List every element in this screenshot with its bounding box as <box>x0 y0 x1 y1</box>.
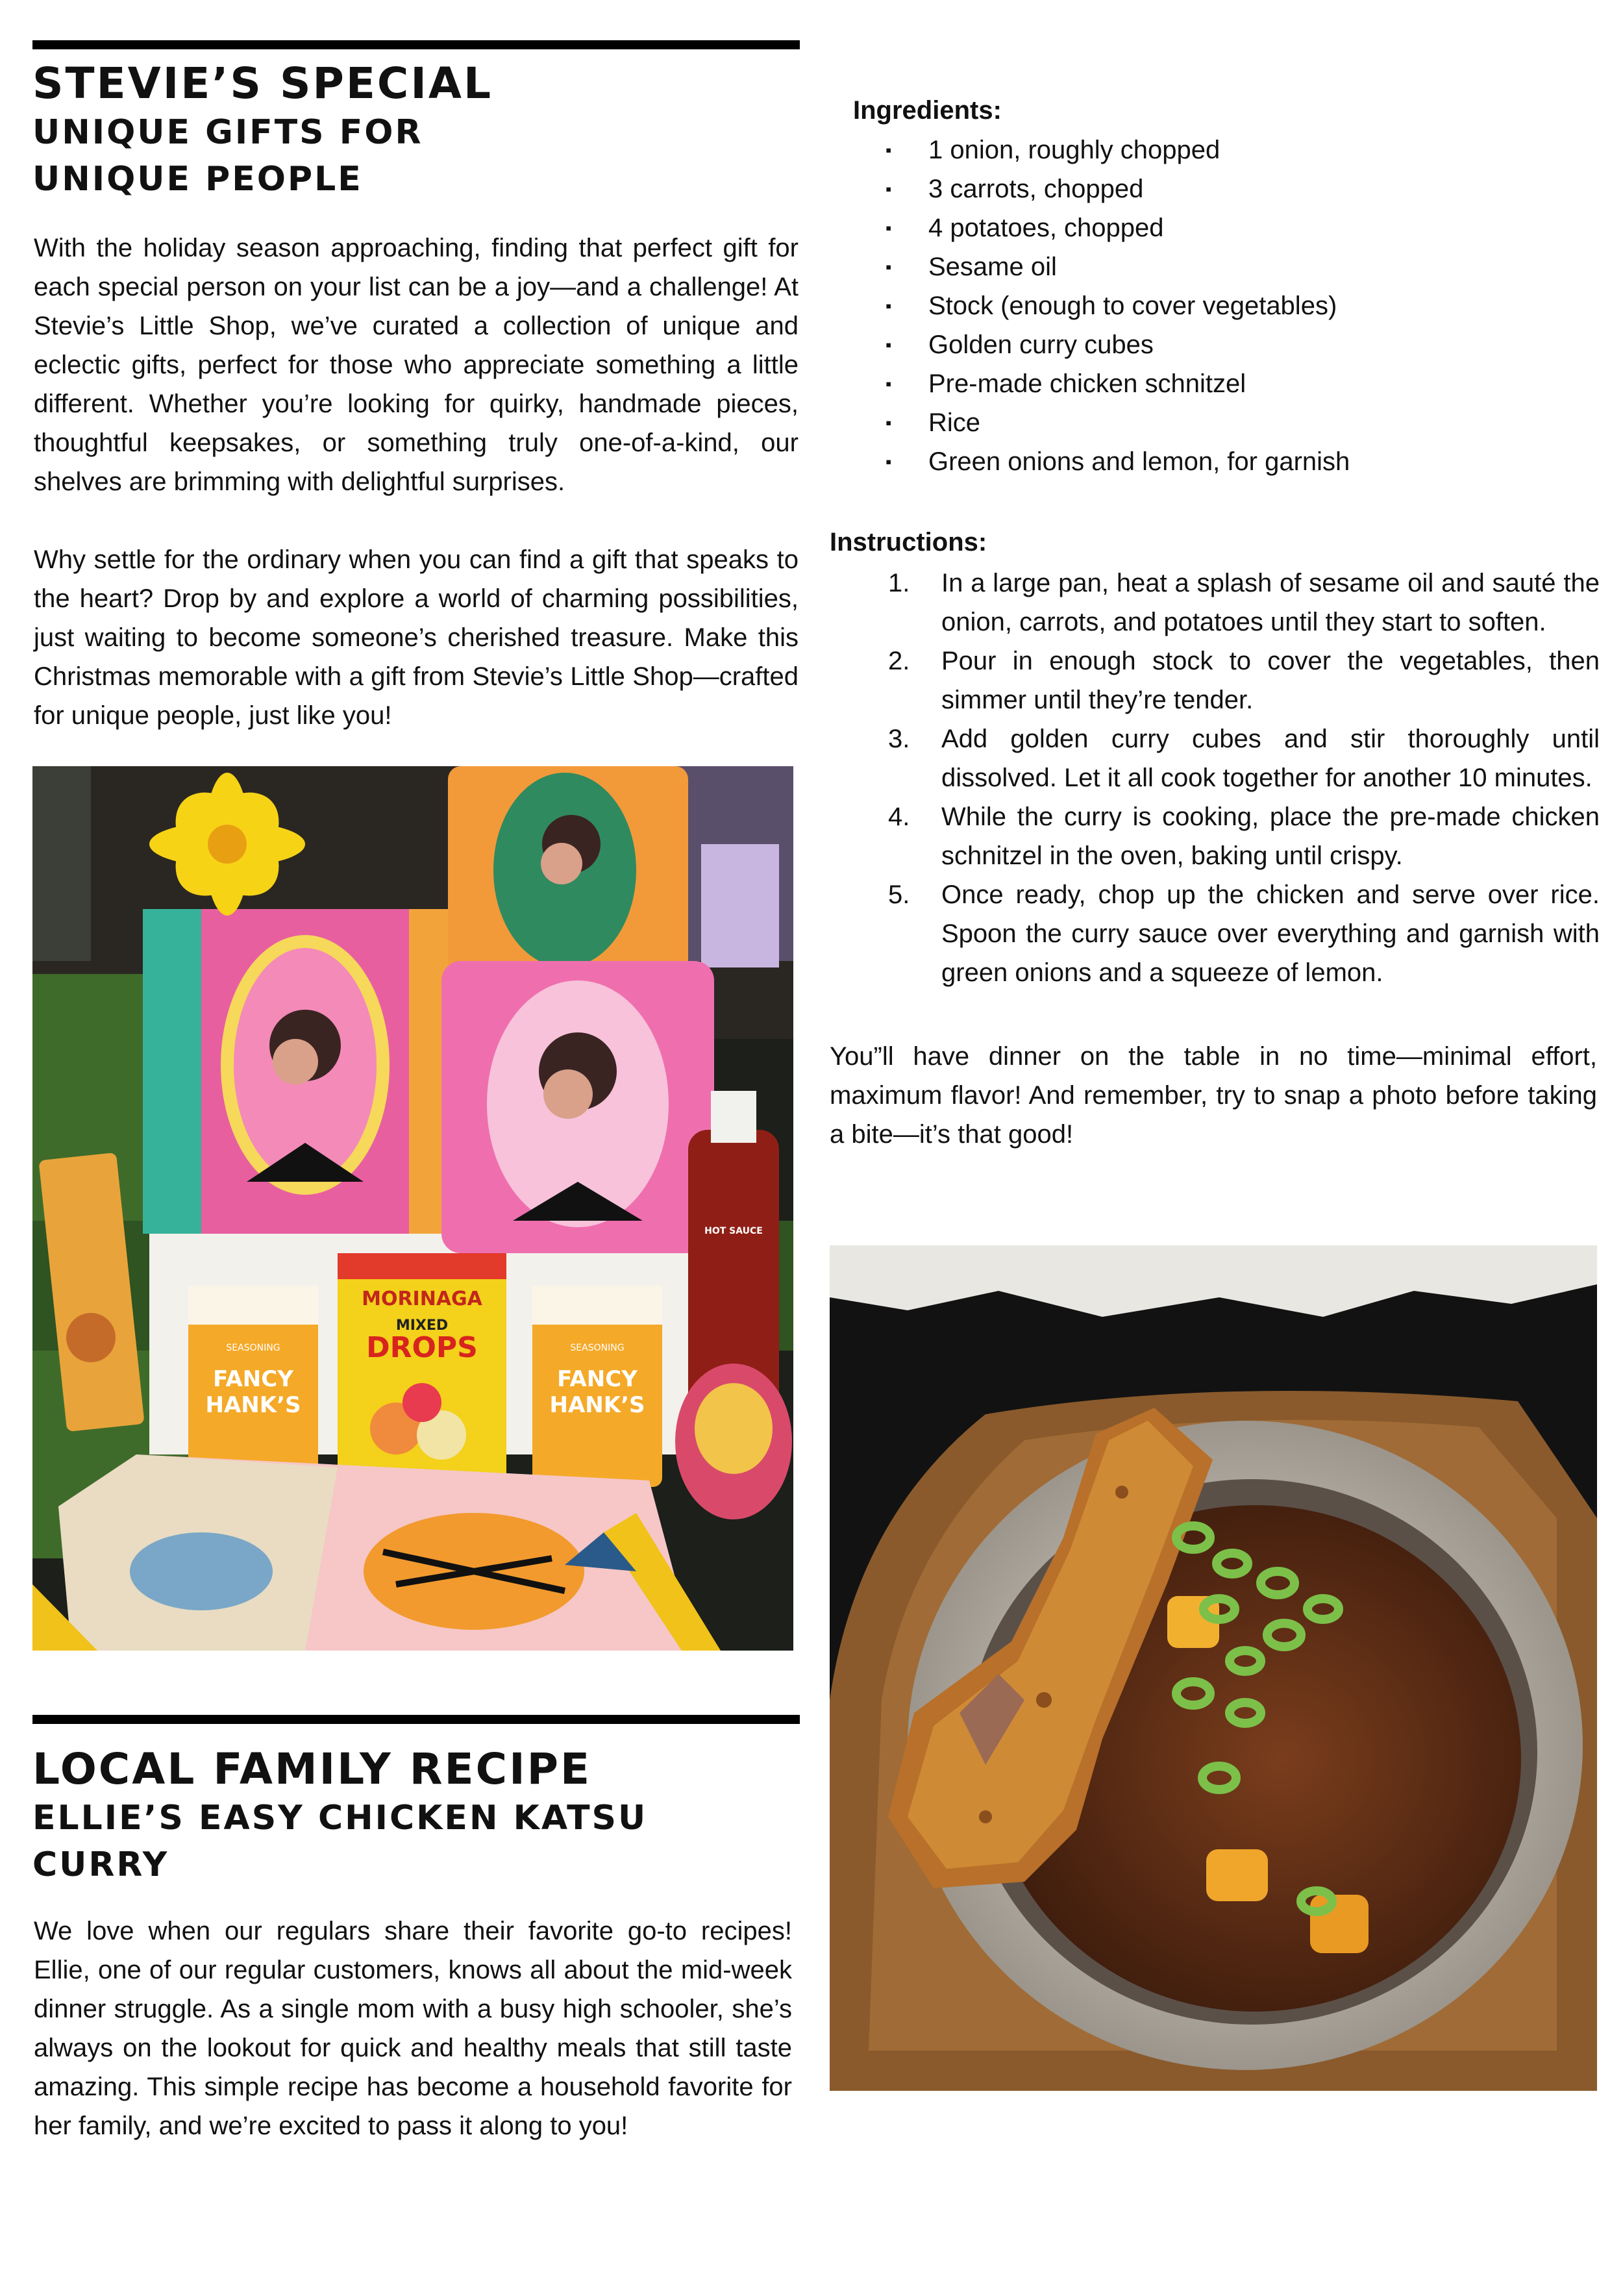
instruction-step <box>888 564 1600 642</box>
instruction-step <box>888 797 1600 875</box>
candy-name-text: DROPS <box>366 1331 478 1364</box>
step-text: Pour in enough stock to cover the vegetables, then simmer until they’re tender. <box>941 647 1600 714</box>
instructions-list <box>888 564 1600 992</box>
step-number: 5. <box>888 880 910 909</box>
recipe-section-subtitle: ELLIE’S EASY CHICKEN KATSU CURRY <box>32 1799 648 1884</box>
seasoning-label-right: SEASONING <box>570 1343 625 1353</box>
ingredient-item: ▪ Sesame oil <box>886 247 1350 286</box>
recipe-closing-body <box>830 1037 1597 1154</box>
gift-section-subtitle: UNIQUE GIFTS FOR UNIQUE PEOPLE <box>32 113 423 199</box>
jar-brand-left-1: FANCY <box>213 1366 293 1392</box>
recipe-intro-body <box>34 1912 792 2145</box>
jar-brand-left-2: HANK’S <box>205 1392 301 1418</box>
ingredient-item: ▪ Golden curry cubes <box>886 325 1350 364</box>
gift-section-title: STEVIE’S SPECIAL <box>32 58 493 108</box>
top-left-rule <box>32 40 800 49</box>
ingredient-item: ▪ 4 potatoes, chopped <box>886 208 1350 247</box>
candy-mixed-text: MIXED <box>395 1317 449 1334</box>
recipe-intro-paragraph: We love when our regulars share their favorite go-to recipes! Ellie, one of our regular customers, knows all about the mid-week dinner struggle. As a single mom with a busy high schooler, she’s always on the lookout for quick and healthy meals that still taste amazing. This simple recipe has become a household favorite for her family, and we’re excited to pass it along to you! <box>34 1917 792 2140</box>
step-number: 4. <box>888 803 910 831</box>
step-text: While the curry is cooking, place the pre-made chicken schnitzel in the oven, baking until crispy. <box>941 803 1600 870</box>
ingredient-item: ▪ Rice <box>886 403 1350 442</box>
mid-left-rule <box>32 1715 800 1724</box>
ingredient-item: ▪ 3 carrots, chopped <box>886 169 1350 208</box>
ingredients-heading: Ingredients: <box>853 96 1002 125</box>
step-number: 2. <box>888 647 910 675</box>
gift-paragraph-2: Why settle for the ordinary when you can find a gift that speaks to the heart? Drop by and explore a world of charming possibilities, just waiting to become someone’s cherished treasure. Make this Christmas memorable with a gift from Stevie’s Little Shop—crafted for unique people, just like you! <box>34 545 799 730</box>
gift-paragraph-1: With the holiday season approaching, finding that perfect gift for each special person on your list can be a joy—and a challenge! At Stevie’s Little Shop, we’ve curated a collection of unique and eclectic gifts, perfect for those who appreciate something a little different. Whether you’re looking for quirky, handmade pieces, thoughtful keepsakes, or something truly one-of-a-kind, our shelves are brimming with delightful surprises. <box>34 234 799 496</box>
seasoning-label-left: SEASONING <box>226 1343 280 1353</box>
jar-brand-right-2: HANK’S <box>549 1392 645 1418</box>
curry-photo <box>830 1245 1597 2091</box>
step-text: Add golden curry cubes and stir thoroughly until dissolved. Let it all cook together for another 10 minutes. <box>941 725 1600 792</box>
jar-brand-right-1: FANCY <box>557 1366 638 1392</box>
candy-brand-text: MORINAGA <box>362 1288 482 1310</box>
ingredient-item: ▪ Pre-made chicken schnitzel <box>886 364 1350 403</box>
recipe-closing-paragraph: You”ll have dinner on the table in no time—minimal effort, maximum flavor! And remember, try to snap a photo before taking a bite—it’s that good! <box>830 1042 1597 1149</box>
gift-shop-photo <box>32 766 793 1651</box>
instruction-step <box>888 719 1600 797</box>
step-number: 1. <box>888 569 910 597</box>
hot-sauce-label: HOT SAUCE <box>704 1226 763 1236</box>
step-text: In a large pan, heat a splash of sesame oil and sauté the onion, carrots, and potatoes until they start to soften. <box>941 569 1600 636</box>
step-text: Once ready, chop up the chicken and serve over rice. Spoon the curry sauce over everything and garnish with green onions and a squeeze of lemon. <box>941 880 1600 987</box>
gift-section-body <box>34 229 799 735</box>
ingredients-list <box>886 131 1350 481</box>
instructions-heading: Instructions: <box>830 528 987 556</box>
recipe-section-title: LOCAL FAMILY RECIPE <box>32 1744 592 1794</box>
ingredient-item: ▪ 1 onion, roughly chopped <box>886 131 1350 169</box>
ingredient-item: ▪ Stock (enough to cover vegetables) <box>886 286 1350 325</box>
step-number: 3. <box>888 725 910 753</box>
instruction-step <box>888 875 1600 992</box>
instruction-step <box>888 642 1600 719</box>
ingredient-item: ▪ Green onions and lemon, for garnish <box>886 442 1350 481</box>
